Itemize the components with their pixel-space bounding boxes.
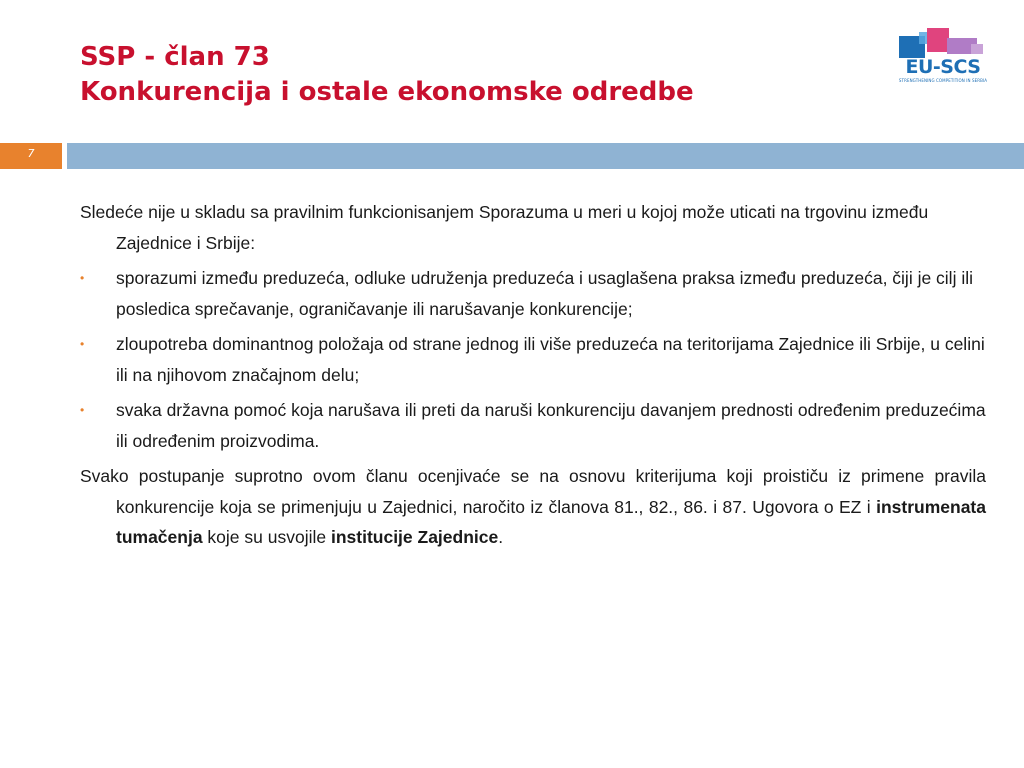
closing-text-3: . [498,527,504,547]
closing-bold-2: institucije Zajednice [330,527,499,547]
closing-paragraph [80,461,986,553]
bullet-marker: • [80,403,85,417]
closing-bold-1: instrumenata tumačenja [116,496,986,547]
bullet-item-2 [80,329,986,390]
bullet-text: sporazumi između preduzeća, odluke udruženja preduzeća i usaglašena praksa između preduzeća, čiji je cilj ili posledica sprečavanje, ograničavanje ili narušavanje konkurencije; [116,268,973,319]
slide-number: 7 [0,143,62,169]
bullet-text: zloupotreba dominantnog položaja od strane jednog ili više preduzeća na teritorijama Zajednice ili Srbije, u celini ili na njihovom značajnom delu; [116,334,985,385]
slide-title-line-1: SSP - član 73 [80,42,270,72]
slide-title-line-2: Konkurencija i ostale ekonomske odredbe [80,77,694,107]
bullet-item-1 [80,263,986,324]
slide-body [80,197,986,558]
closing-text-1: Svako postupanje suprotno ovom članu ocenjivaće se na osnovu kriterijuma koji proističu iz primene pravila konkurencije koja se primenjuju u Zajednici, naročito iz članova 81., 82., 86. i 87. Ugovora o EZ i [80,466,986,517]
logo-tagline: STRENGTHENING COMPETITION IN SERBIA [898,78,988,83]
bullet-marker: • [80,271,85,285]
bullet-item-3 [80,395,986,456]
slide-title [80,40,860,110]
bullet-text: svaka državna pomoć koja narušava ili preti da naruši konkurenciju davanjem prednosti određenim preduzećima ili određenim proizvodima. [116,400,986,451]
closing-text-2: koje su usvojile [202,527,331,547]
logo-square-pink [927,28,949,52]
intro-paragraph: Sledeće nije u skladu sa pravilnim funkcionisanjem Sporazuma u meri u kojoj može uticati na trgovinu između Zajednice i Srbije: [80,202,929,253]
logo-square-purple-small [971,44,983,54]
bullet-marker: • [80,337,85,351]
eu-scs-logo [897,28,987,88]
header-bar [67,143,1024,169]
logo-text: EU-SCS [905,56,981,78]
